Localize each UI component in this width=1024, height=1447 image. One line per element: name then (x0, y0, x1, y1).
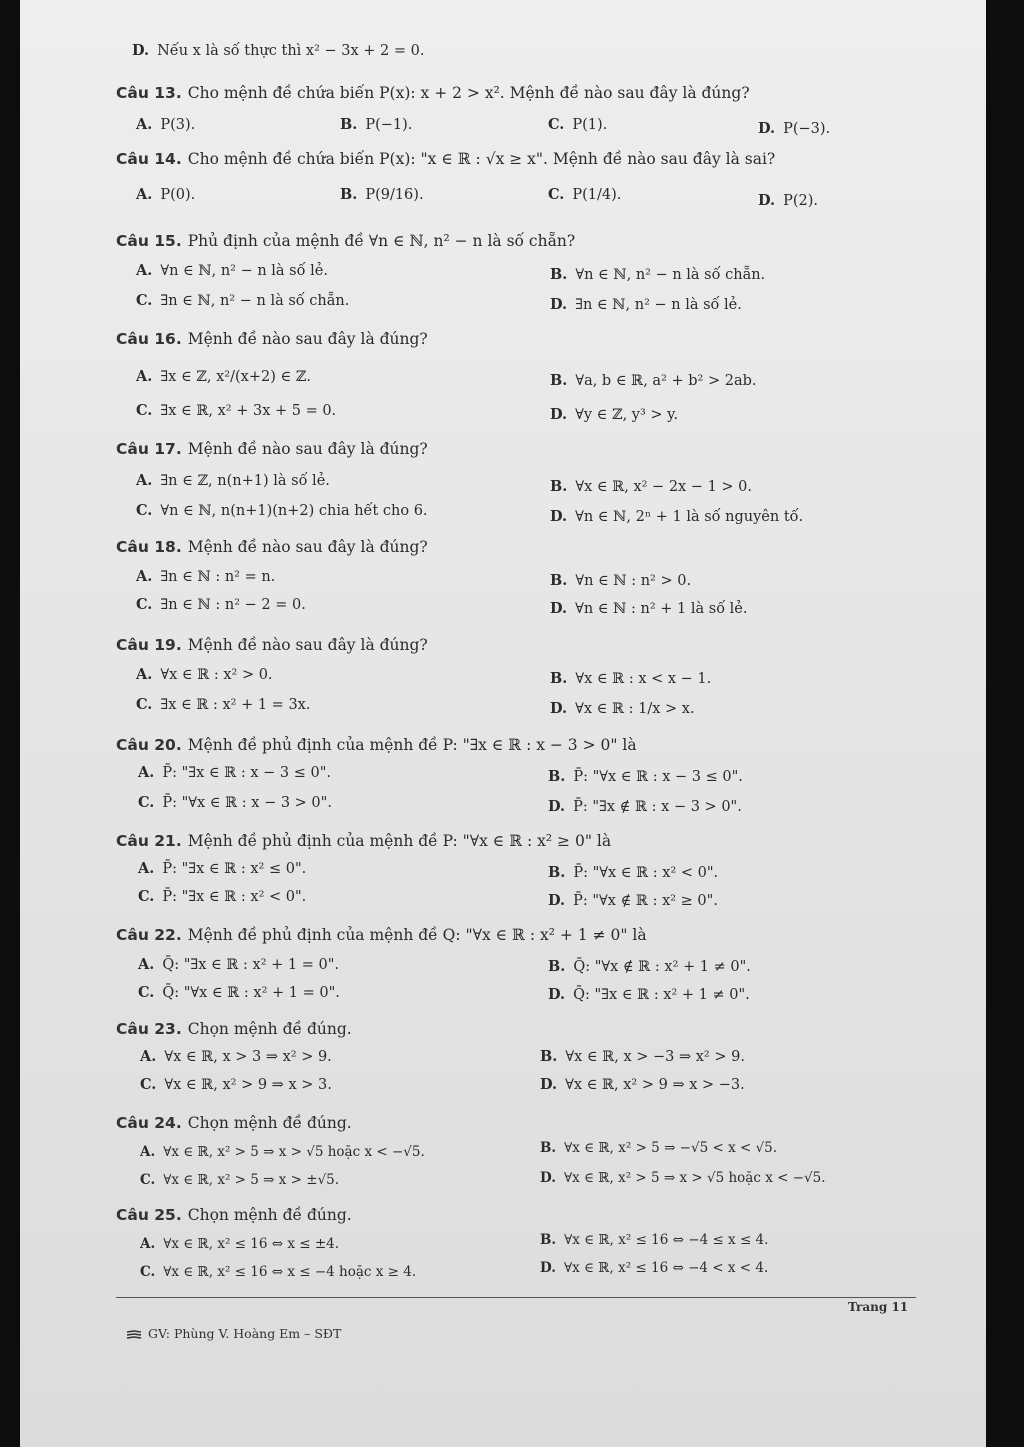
option-d: D. P̄: "∃x ∉ ℝ : x − 3 > 0". (548, 798, 742, 815)
option-b: B. ∀n ∈ ℕ : n² > 0. (550, 572, 692, 589)
option-a: A. P(3). (136, 116, 196, 133)
option-a: A. ∀x ∈ ℝ, x > 3 ⇒ x² > 9. (140, 1048, 332, 1065)
question-text: Mệnh đề nào sau đây là đúng? (187, 538, 428, 556)
question-text: Phủ định của mệnh đề ∀n ∈ ℕ, n² − n là số chẵn? (187, 232, 576, 250)
question-text: Cho mệnh đề chứa biến P(x): "x ∈ ℝ : √x ≥ x". Mệnh đề nào sau đây là sai? (187, 150, 776, 168)
option-a: A. ∃n ∈ ℕ : n² = n. (136, 568, 276, 585)
question-text: Chọn mệnh đề đúng. (187, 1020, 352, 1038)
question-number: Câu 17. (116, 440, 182, 458)
option-c: C. ∀n ∈ ℕ, n(n+1)(n+2) chia hết cho 6. (136, 502, 428, 519)
footer-divider (116, 1297, 916, 1298)
option-b: B. P̄: "∀x ∈ ℝ : x² < 0". (548, 864, 719, 881)
option-text: Nếu x là số thực thì x² − 3x + 2 = 0. (157, 43, 425, 59)
option-d: D. ∀n ∈ ℕ, 2ⁿ + 1 là số nguyên tố. (550, 508, 804, 525)
option-c: C. Q̄: "∀x ∈ ℝ : x² + 1 = 0". (138, 984, 340, 1001)
option-c: C. ∀x ∈ ℝ, x² ≤ 16 ⇔ x ≤ −4 hoặc x ≥ 4. (140, 1264, 417, 1280)
option-d: D. ∀x ∈ ℝ : 1/x > x. (550, 700, 695, 717)
option-c: C. ∀x ∈ ℝ, x² > 5 ⇒ x > ±√5. (140, 1172, 340, 1188)
option-c: C. ∀x ∈ ℝ, x² > 9 ⇒ x > 3. (140, 1076, 332, 1093)
question-text: Mệnh đề nào sau đây là đúng? (187, 636, 428, 654)
question-14 (116, 150, 775, 168)
question-20 (116, 736, 637, 754)
option-c: C. P̄: "∃x ∈ ℝ : x² < 0". (138, 888, 307, 905)
question-15 (116, 232, 575, 250)
option-d: D. ∀x ∈ ℝ, x² ≤ 16 ⇔ −4 < x < 4. (540, 1260, 769, 1276)
question-number: Câu 13. (116, 84, 182, 102)
option-d: D. P̄: "∀x ∉ ℝ : x² ≥ 0". (548, 892, 718, 909)
option-b: B. ∀x ∈ ℝ, x² > 5 ⇒ −√5 < x < √5. (540, 1140, 778, 1156)
question-16 (116, 330, 428, 348)
question-text: Chọn mệnh đề đúng. (187, 1114, 352, 1132)
question-17 (116, 440, 428, 458)
question-number: Câu 25. (116, 1206, 182, 1224)
option-b: B. Q̄: "∀x ∉ ℝ : x² + 1 ≠ 0". (548, 958, 751, 975)
option-d: D. ∀y ∈ ℤ, y³ > y. (550, 406, 679, 423)
question-24 (116, 1114, 352, 1132)
question-text: Chọn mệnh đề đúng. (187, 1206, 352, 1224)
option-d: D. ∀x ∈ ℝ, x² > 9 ⇒ x > −3. (540, 1076, 745, 1093)
book-icon (126, 1330, 142, 1339)
option-b: B. ∀x ∈ ℝ : x < x − 1. (550, 670, 712, 687)
option-b: B. P̄: "∀x ∈ ℝ : x − 3 ≤ 0". (548, 768, 743, 785)
option-a: A. Q̄: "∃x ∈ ℝ : x² + 1 = 0". (138, 956, 339, 973)
option-a: A. P̄: "∃x ∈ ℝ : x − 3 ≤ 0". (138, 764, 332, 781)
footer-teacher (126, 1326, 341, 1341)
option-b: B. ∀x ∈ ℝ, x² ≤ 16 ⇔ −4 ≤ x ≤ 4. (540, 1232, 769, 1248)
option-d: D. P(−3). (758, 120, 831, 137)
option-a: A. ∀x ∈ ℝ, x² ≤ 16 ⇔ x ≤ ±4. (140, 1236, 340, 1252)
option-a: A. P̄: "∃x ∈ ℝ : x² ≤ 0". (138, 860, 307, 877)
option-b: B. ∀a, b ∈ ℝ, a² + b² > 2ab. (550, 372, 757, 389)
question-text: Mệnh đề nào sau đây là đúng? (187, 440, 428, 458)
question-number: Câu 21. (116, 832, 182, 850)
option-a: A. ∃n ∈ ℤ, n(n+1) là số lẻ. (136, 472, 330, 489)
option-d: D. ∀n ∈ ℕ : n² + 1 là số lẻ. (550, 600, 748, 617)
option-c: C. ∃x ∈ ℝ : x² + 1 = 3x. (136, 696, 311, 713)
option-c: C. ∃x ∈ ℝ, x² + 3x + 5 = 0. (136, 402, 337, 419)
option-c: C. P̄: "∀x ∈ ℝ : x − 3 > 0". (138, 794, 332, 811)
option-a: A. ∀n ∈ ℕ, n² − n là số lẻ. (136, 262, 328, 279)
page-number: Trang 11 (848, 1300, 909, 1314)
question-13 (116, 84, 750, 102)
question-number: Câu 22. (116, 926, 182, 944)
question-number: Câu 19. (116, 636, 182, 654)
option-a: A. ∃x ∈ ℤ, x²/(x+2) ∈ ℤ. (136, 368, 311, 385)
option-c: C. P(1). (548, 116, 608, 133)
option-b: B. ∀n ∈ ℕ, n² − n là số chẵn. (550, 266, 766, 283)
option-d: D. ∀x ∈ ℝ, x² > 5 ⇒ x > √5 hoặc x < −√5. (540, 1170, 826, 1186)
top-line (132, 42, 424, 59)
question-number: Câu 14. (116, 150, 182, 168)
option-b: B. ∀x ∈ ℝ, x > −3 ⇒ x² > 9. (540, 1048, 745, 1065)
question-text: Mệnh đề phủ định của mệnh đề Q: "∀x ∈ ℝ : x² + 1 ≠ 0" là (187, 926, 647, 944)
question-18 (116, 538, 428, 556)
teacher-name: GV: Phùng V. Hoàng Em – SĐT (148, 1326, 342, 1341)
option-c: C. ∃n ∈ ℕ : n² − 2 = 0. (136, 596, 306, 613)
option-c: C. P(1/4). (548, 186, 622, 203)
option-a: A. P(0). (136, 186, 196, 203)
question-text: Mệnh đề phủ định của mệnh đề P: "∃x ∈ ℝ : x − 3 > 0" là (187, 736, 637, 754)
question-number: Câu 18. (116, 538, 182, 556)
option-d: D. P(2). (758, 192, 819, 209)
question-text: Cho mệnh đề chứa biến P(x): x + 2 > x². Mệnh đề nào sau đây là đúng? (187, 84, 750, 102)
question-number: Câu 16. (116, 330, 182, 348)
option-a: A. ∀x ∈ ℝ, x² > 5 ⇒ x > √5 hoặc x < −√5. (140, 1144, 425, 1160)
question-number: Câu 24. (116, 1114, 182, 1132)
option-c: C. ∃n ∈ ℕ, n² − n là số chẵn. (136, 292, 350, 309)
option-label: D. (132, 42, 150, 59)
option-b: B. P(−1). (340, 116, 413, 133)
question-number: Câu 20. (116, 736, 182, 754)
question-21 (116, 832, 611, 850)
question-number: Câu 15. (116, 232, 182, 250)
option-d: D. ∃n ∈ ℕ, n² − n là số lẻ. (550, 296, 742, 313)
question-22 (116, 926, 647, 944)
question-19 (116, 636, 428, 654)
worksheet-page (20, 0, 986, 1447)
question-text: Mệnh đề nào sau đây là đúng? (187, 330, 428, 348)
question-text: Mệnh đề phủ định của mệnh đề P: "∀x ∈ ℝ : x² ≥ 0" là (187, 832, 612, 850)
question-number: Câu 23. (116, 1020, 182, 1038)
question-23 (116, 1020, 352, 1038)
option-b: B. ∀x ∈ ℝ, x² − 2x − 1 > 0. (550, 478, 753, 495)
question-25 (116, 1206, 352, 1224)
option-a: A. ∀x ∈ ℝ : x² > 0. (136, 666, 273, 683)
option-d: D. Q̄: "∃x ∈ ℝ : x² + 1 ≠ 0". (548, 986, 750, 1003)
option-b: B. P(9/16). (340, 186, 424, 203)
